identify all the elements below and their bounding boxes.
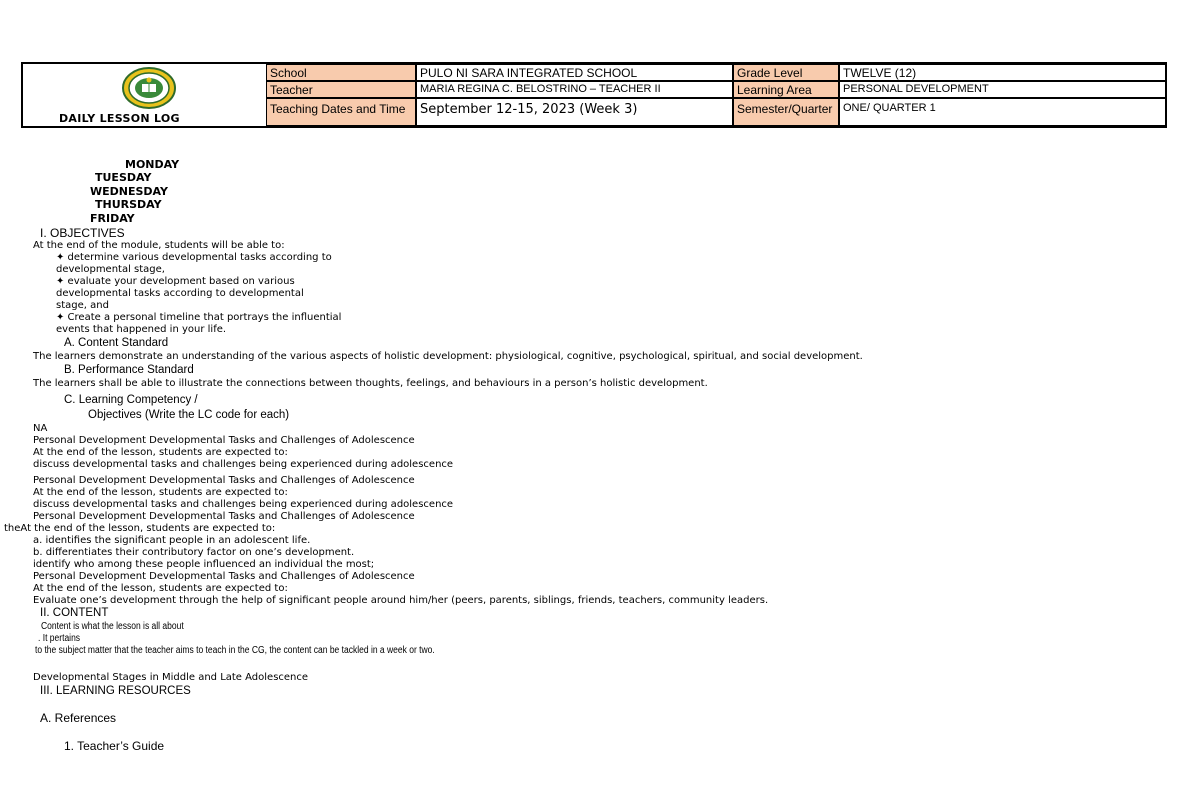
objective-bullet-1a: ✦ determine various developmental tasks according to [56, 252, 332, 263]
semester-value: ONE/ QUARTER 1 [839, 98, 1166, 126]
content-standard-text: The learners demonstrate an understanding of the various aspects of holistic development: physiological, cognitive, psychological, spiritual, and social development. [33, 351, 863, 362]
lc-line: discuss developmental tasks and challenges being experienced during adolescence [33, 499, 454, 510]
lc-line: At the end of the lesson, students are expected to: [33, 447, 288, 458]
day-wednesday: WEDNESDAY [90, 185, 168, 198]
references-heading: A. References [40, 711, 117, 725]
lc-line: Evaluate one’s development through the help of significant people around him/her (peers, parents, siblings, friends, teachers, community leaders. [33, 595, 769, 606]
school-value: PULO NI SARA INTEGRATED SCHOOL [416, 64, 733, 81]
school-label: School [266, 64, 416, 81]
objective-bullet-2c: stage, and [56, 300, 109, 311]
content-heading: II. CONTENT [40, 607, 109, 619]
lc-line: Personal Development Developmental Tasks and Challenges of Adolescence [33, 475, 415, 486]
lc-line: identify who among these people influenced an individual the most; [33, 559, 375, 570]
day-monday: MONDAY [125, 158, 180, 171]
day-friday: FRIDAY [90, 212, 135, 225]
objective-bullet-3a: ✦ Create a personal timeline that portrays the influential [56, 312, 342, 323]
day-thursday: THURSDAY [95, 198, 162, 211]
performance-standard-heading: B. Performance Standard [64, 364, 194, 376]
lc-line: Personal Development Developmental Tasks and Challenges of Adolescence [33, 435, 415, 446]
learning-resources-heading: III. LEARNING RESOURCES [40, 685, 191, 697]
lc-line: theAt the end of the lesson, students are expected to: [4, 523, 276, 534]
performance-standard-text: The learners shall be able to illustrate the connections between thoughts, feelings, and behaviours in a person’s holistic development. [33, 378, 708, 389]
content-note-3: to the subject matter that the teacher aims to teach in the CG, the content can be tackled in a week or two. [35, 645, 435, 656]
teachers-guide-heading: 1. Teacher’s Guide [64, 739, 165, 753]
teacher-value: MARIA REGINA C. BELOSTRINO – TEACHER II [416, 81, 733, 98]
objective-bullet-2a: ✦ evaluate your development based on various [56, 276, 295, 287]
lc-line: discuss developmental tasks and challenges being experienced during adolescence [33, 459, 454, 470]
learning-competency-subheading: Objectives (Write the LC code for each) [88, 409, 290, 421]
objectives-heading: I. OBJECTIVES [40, 226, 125, 240]
teaching-dates-label: Teaching Dates and Time [266, 98, 416, 126]
teacher-label: Teacher [266, 81, 416, 98]
content-topic: Developmental Stages in Middle and Late Adolescence [33, 672, 309, 683]
lc-line: Personal Development Developmental Tasks and Challenges of Adolescence [33, 511, 415, 522]
content-standard-heading: A. Content Standard [64, 337, 169, 349]
grade-level-value: TWELVE (12) [839, 64, 1166, 81]
lc-na: NA [33, 423, 48, 434]
objectives-intro: At the end of the module, students will be able to: [33, 240, 285, 251]
content-note-2: . It pertains [38, 633, 81, 644]
learning-area-value: PERSONAL DEVELOPMENT [839, 81, 1166, 98]
lc-line: At the end of the lesson, students are expected to: [33, 487, 288, 498]
lc-line: b. differentiates their contributory factor on one’s development. [33, 547, 355, 558]
lc-line: a. identifies the significant people in an adolescent life. [33, 535, 311, 546]
lc-line: At the end of the lesson, students are expected to: [33, 583, 288, 594]
semester-label: Semester/Quarter [733, 98, 839, 126]
day-tuesday: TUESDAY [95, 171, 152, 184]
learning-area-label: Learning Area [733, 81, 839, 98]
content-note-1: Content is what the lesson is all about [41, 621, 184, 632]
lc-line: Personal Development Developmental Tasks and Challenges of Adolescence [33, 571, 415, 582]
school-seal-icon [121, 67, 177, 109]
logo-cell [23, 64, 266, 126]
grade-level-label: Grade Level [733, 64, 839, 81]
header-table [21, 62, 1167, 128]
objective-bullet-1b: developmental stage, [56, 264, 165, 275]
objective-bullet-2b: developmental tasks according to developmental [56, 288, 304, 299]
objective-bullet-3b: events that happened in your life. [56, 324, 227, 335]
teaching-dates-value: September 12-15, 2023 (Week 3) [416, 98, 733, 126]
page-title: DAILY LESSON LOG [59, 112, 180, 125]
learning-competency-heading: C. Learning Competency / [64, 394, 198, 406]
